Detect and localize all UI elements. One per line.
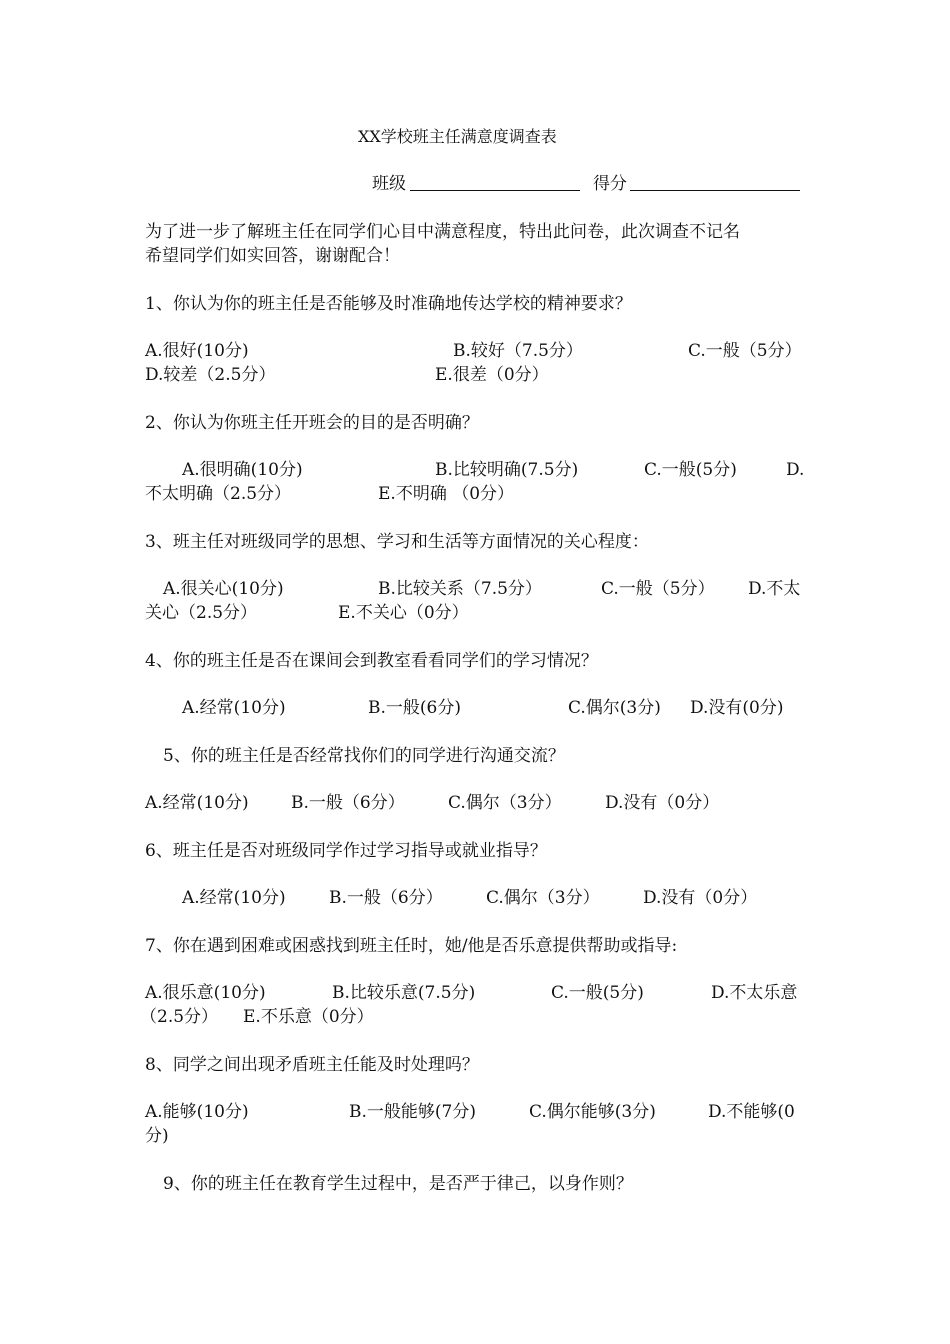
option-d-continued[interactable]: 分) bbox=[145, 1126, 169, 1146]
option-b[interactable]: B.一般（6分） bbox=[329, 888, 443, 908]
option-b[interactable]: B.一般（6分） bbox=[291, 793, 405, 813]
option-d[interactable]: D.没有（0分） bbox=[643, 888, 758, 908]
option-c[interactable]: C.偶尔（3分） bbox=[448, 793, 562, 813]
option-a[interactable]: A.能够(10分) bbox=[145, 1102, 249, 1122]
option-d-continued[interactable]: 关心（2.5分） bbox=[145, 603, 258, 623]
option-d[interactable]: D. bbox=[786, 460, 805, 480]
option-e[interactable]: E.不明确 （0分） bbox=[378, 484, 515, 504]
option-d[interactable]: D.没有(0分) bbox=[690, 698, 784, 718]
option-c[interactable]: C.一般（5分） bbox=[601, 579, 715, 599]
option-a[interactable]: A.经常(10分) bbox=[182, 698, 286, 718]
option-e[interactable]: E.不乐意（0分） bbox=[243, 1007, 374, 1027]
option-d[interactable]: D.不太乐意 bbox=[711, 983, 798, 1003]
survey-page: XX学校班主任满意度调查表 班级 得分 为了进一步了解班主任在同学们心目中满意程度，特出此问卷，此次调查不记名 希望同学们如实回答，谢谢配合！ 1、你认为你的班主任是否能够及时准确地传达学校的精神要求？ A.很好(10分) B.较好（7.5分） C.一般（5分） D.较差（2.5分） E.很差（0分） 2、你认为你班主任开班会的目的是否明确？ A.很明确(10分) B.比较明确(7.5分) C.一般(5分) D. 不太明确（2.5分） E.不明确 （0分） 3、班主任对班级同学的思想、学习和生活等方面情况的关心程度： A.很关心(10分) B.比较关系（7.5分） C.一般（5分） D.不太 关心（2.5分） E.不关心（0分） 4、你的班主任是否在课间会到教室看看同学们的学习情况？ A.经常(10分) B.一般(6分) C.偶尔(3分) D.没有(0分) 5、你的班主任是否经常找你们的同学进行沟通交流？ A.经常(10分) B.一般（6分） C.偶尔（3分） D.没有（0分） 6、班主任是否对班级同学作过学习指导或就业指导？ A.经常(10分) B.一般（6分） C.偶尔（3分） D.没有（0分） 7、你在遇到困难或困惑找到班主任时，她/他是否乐意提供帮助或指导: A.很乐意(10分) B.比较乐意(7.5分) C.一般(5分) D.不太乐意 （2.5分） E.不乐意（0分） 8、同学之间出现矛盾班主任能及时处理吗？ A.能够(10分) B.一般能够(7分) C.偶尔能够(3分) D.不能够(0 分) 9、你的班主任在教育学生过程中，是否严于律己，以身作则？ bbox=[140, 127, 805, 1194]
option-b[interactable]: B.一般能够(7分) bbox=[349, 1102, 476, 1122]
option-c[interactable]: C.一般（5分） bbox=[688, 341, 802, 361]
option-e[interactable]: E.很差（0分） bbox=[435, 365, 549, 385]
option-a[interactable]: A.很好(10分) bbox=[145, 341, 249, 361]
option-d-continued[interactable]: 不太明确（2.5分） bbox=[145, 484, 292, 504]
option-d[interactable]: D.不太 bbox=[748, 579, 801, 599]
option-a[interactable]: A.经常(10分) bbox=[145, 793, 249, 813]
option-c[interactable]: C.偶尔能够(3分) bbox=[529, 1102, 656, 1122]
option-b[interactable]: B.比较乐意(7.5分) bbox=[332, 983, 476, 1003]
option-b[interactable]: B.一般(6分) bbox=[368, 698, 461, 718]
option-c[interactable]: C.偶尔（3分） bbox=[486, 888, 600, 908]
option-a[interactable]: A.经常(10分) bbox=[182, 888, 286, 908]
option-e[interactable]: E.不关心（0分） bbox=[338, 603, 469, 623]
option-a[interactable]: A.很关心(10分) bbox=[163, 579, 284, 599]
option-c[interactable]: C.一般(5分) bbox=[644, 460, 737, 480]
option-b[interactable]: B.较好（7.5分） bbox=[453, 341, 583, 361]
class-label: 班级 bbox=[372, 174, 406, 194]
option-d[interactable]: D.不能够(0 bbox=[708, 1102, 795, 1122]
option-a[interactable]: A.很乐意(10分) bbox=[145, 983, 266, 1003]
option-b[interactable]: B.比较明确(7.5分) bbox=[435, 460, 579, 480]
option-c[interactable]: C.一般(5分) bbox=[551, 983, 644, 1003]
option-d[interactable]: D.较差（2.5分） bbox=[145, 365, 276, 385]
page-title: XX学校班主任满意度调查表 bbox=[358, 127, 557, 146]
option-a[interactable]: A.很明确(10分) bbox=[182, 460, 303, 480]
option-d[interactable]: D.没有（0分） bbox=[605, 793, 720, 813]
option-d-continued[interactable]: （2.5分） bbox=[140, 1007, 219, 1027]
score-field[interactable] bbox=[630, 190, 800, 191]
option-b[interactable]: B.比较关系（7.5分） bbox=[378, 579, 542, 599]
score-label: 得分 bbox=[593, 174, 627, 194]
option-c[interactable]: C.偶尔(3分) bbox=[568, 698, 661, 718]
class-field[interactable] bbox=[410, 190, 580, 191]
